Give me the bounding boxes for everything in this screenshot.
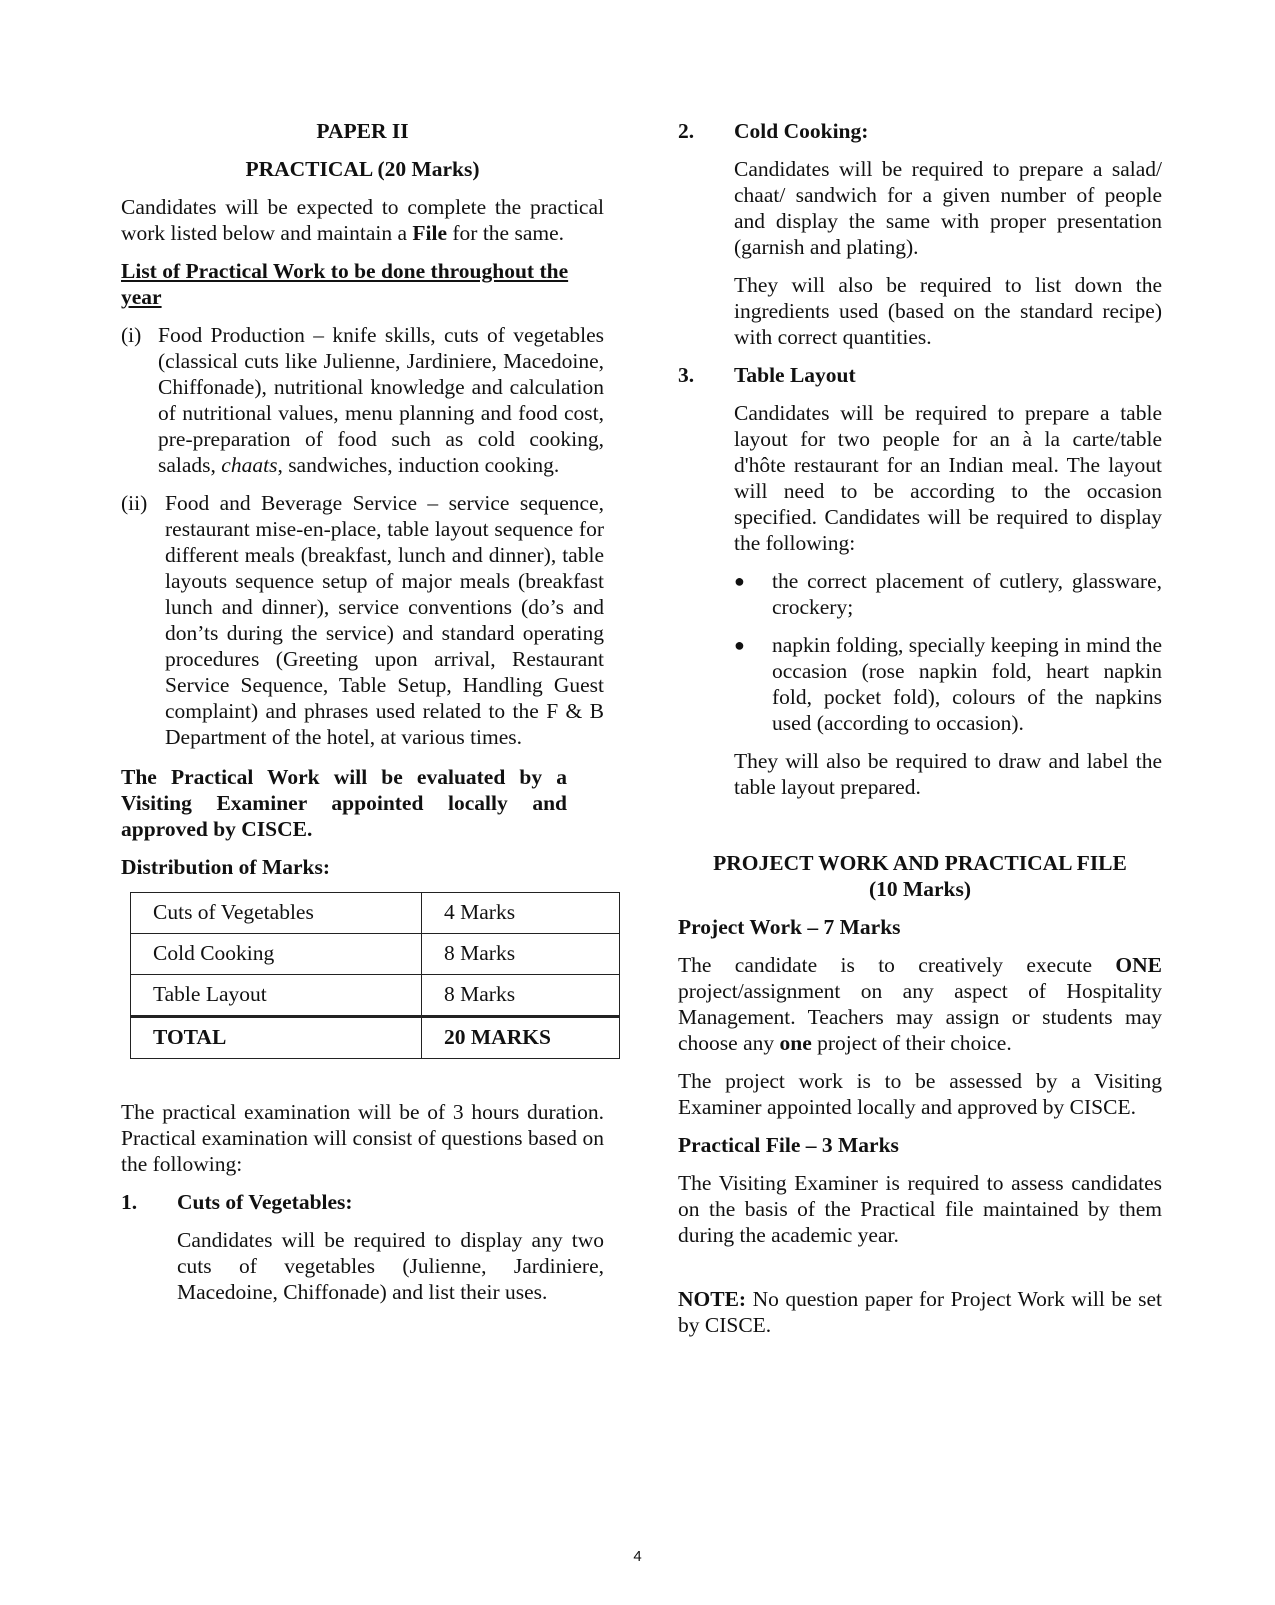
list-item-label: (i) <box>121 323 142 347</box>
paper-title: PAPER II <box>316 119 409 143</box>
cold-cooking-paragraph: Candidates will be required to prepare a salad/ chaat/ sandwich for a given number of people and display the same with proper presentation (garnish and plating). <box>734 157 1162 259</box>
list-item-text: Food Production – knife skills, cuts of vegetables (classical cuts like Julienne, Jardiniere, Macedoine, Chiffonade), nutritional knowledge and calculation of nutritional values, menu planning and food cost, pre-preparation of food such as cold cooking, salads, chaats, sandwiches, induction cooking. <box>158 323 604 477</box>
practical-list-heading: List of Practical Work to be done throughout the year <box>121 259 569 309</box>
left-column <box>121 118 604 1317</box>
project-title: PROJECT WORK AND PRACTICAL FILE <box>713 851 1127 875</box>
table-cell: 8 Marks <box>422 934 620 975</box>
table-row <box>131 893 620 934</box>
table-row <box>131 934 620 975</box>
section-heading-cold-cooking: 2. Cold Cooking: <box>678 119 869 143</box>
section-heading-cuts: 1. Cuts of Vegetables: <box>121 1190 353 1214</box>
bullet-icon: ● <box>734 571 745 591</box>
list-item: ● napkin folding, specially keeping in mind the occasion (rose napkin fold, heart napkin fold, pocket fold), colours of the napkins used (according to occasion). <box>734 633 1162 735</box>
table-cell: 8 Marks <box>422 975 620 1017</box>
practical-title: PRACTICAL (20 Marks) <box>245 157 480 181</box>
bullet-icon: ● <box>734 635 745 655</box>
table-row <box>131 975 620 1017</box>
table-cell: 4 Marks <box>422 893 620 934</box>
right-column <box>678 118 1162 1350</box>
cuts-paragraph: Candidates will be required to display any two cuts of vegetables (Julienne, Jardiniere, Macedoine, Chiffonade) and list their uses. <box>177 1228 604 1304</box>
evaluation-note: The Practical Work will be evaluated by a Visiting Examiner appointed locally and approved by CISCE. <box>121 765 567 841</box>
list-item-food-beverage <box>121 490 604 750</box>
marks-table <box>130 892 620 1059</box>
page-number: 4 <box>633 1548 642 1565</box>
intro-paragraph: Candidates will be expected to complete the practical work listed below and maintain a File for the same. <box>121 195 604 245</box>
section-heading-table-layout: 3. Table Layout <box>678 363 856 387</box>
project-marks: (10 Marks) <box>868 877 972 901</box>
table-layout-paragraph: Candidates will be required to prepare a table layout for two people for an à la carte/table d'hôte restaurant for an Indian meal. The layout will need to be according to the occasion specified. Candidates will be required to display the following: <box>734 401 1162 555</box>
list-item: ● the correct placement of cutlery, glassware, crockery; <box>734 569 1162 619</box>
note-paragraph: NOTE: No question paper for Project Work will be set by CISCE. <box>678 1287 1162 1337</box>
project-work-heading: Project Work – 7 Marks <box>678 915 901 939</box>
exam-paragraph: The practical examination will be of 3 hours duration. Practical examination will consist of questions based on the following: <box>121 1100 604 1176</box>
table-cell: Cuts of Vegetables <box>131 893 422 934</box>
table-cell: TOTAL <box>131 1017 422 1059</box>
table-cell: Table Layout <box>131 975 422 1017</box>
practical-file-paragraph: The Visiting Examiner is required to assess candidates on the basis of the Practical file maintained by them during the academic year. <box>678 1171 1162 1247</box>
table-layout-bullets <box>734 568 1162 736</box>
list-item-food-production <box>121 322 604 478</box>
table-cell: Cold Cooking <box>131 934 422 975</box>
table-cell: 20 MARKS <box>422 1017 620 1059</box>
cold-cooking-paragraph-2: They will also be required to list down the ingredients used (based on the standard recipe) with correct quantities. <box>734 273 1162 349</box>
project-work-paragraph-2: The project work is to be assessed by a Visiting Examiner appointed locally and approved by CISCE. <box>678 1069 1162 1119</box>
list-item-label: (ii) <box>121 491 148 515</box>
table-total-row <box>131 1017 620 1059</box>
table-layout-paragraph-2: They will also be required to draw and label the table layout prepared. <box>734 749 1162 799</box>
practical-file-heading: Practical File – 3 Marks <box>678 1133 899 1157</box>
list-item-text: Food and Beverage Service – service sequence, restaurant mise-en-place, table layout sequence for different meals (breakfast, lunch and dinner), table layouts sequence setup of major meals (breakfast lunch and dinner), service conventions (do’s and don’ts during the service) and standard operating procedures (Greeting upon arrival, Restaurant Service Sequence, Table Setup, Handling Guest complaint) and phrases used related to the F & B Department of the hotel, at various times. <box>165 491 604 749</box>
project-work-paragraph: The candidate is to creatively execute ONE project/assignment on any aspect of Hospitality Management. Teachers may assign or students may choose any one project of their choice. <box>678 953 1162 1055</box>
distribution-heading: Distribution of Marks: <box>121 855 331 879</box>
